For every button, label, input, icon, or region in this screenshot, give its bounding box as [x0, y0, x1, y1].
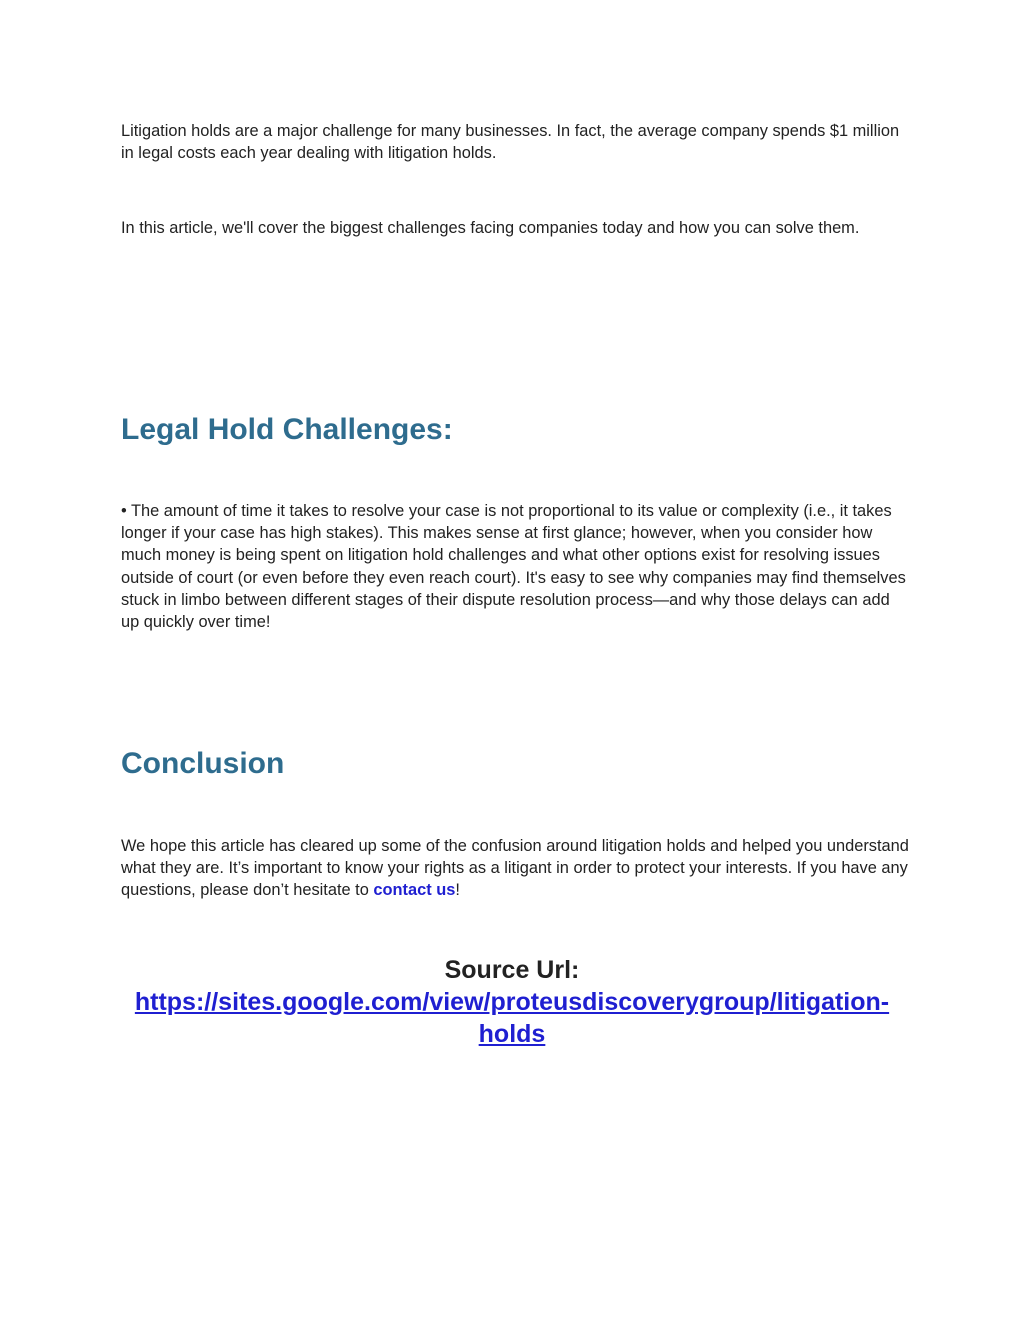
source-block [121, 954, 903, 1050]
source-url-link[interactable] [121, 986, 903, 1050]
source-url-line-2: holds [478, 1020, 546, 1048]
challenges-heading: Legal Hold Challenges: [121, 413, 453, 446]
conclusion-text-after-link: ! [455, 881, 460, 900]
intro-paragraph-1: Litigation holds are a major challenge for many businesses. In fact, the average company spends $1 million in legal costs each year dealing with litigation holds. [121, 122, 900, 163]
conclusion-paragraph [121, 835, 911, 902]
conclusion-text-before-link: We hope this article has cleared up some of the confusion around litigation holds and helped you understand what they are. It’s important to know your rights as a litigant in order to protect your interests. If you have any questions, please don’t hesitate to [121, 837, 909, 900]
source-label: Source Url: [444, 956, 580, 984]
intro-paragraph-2: In this article, we'll cover the biggest challenges facing companies today and how you can solve them. [121, 219, 860, 237]
conclusion-heading: Conclusion [121, 747, 285, 780]
contact-us-link[interactable]: contact us [373, 881, 456, 900]
challenges-bullet: • The amount of time it takes to resolve your case is not proportional to its value or complexity (i.e., it takes longer if your case has high stakes). This makes sense at first glance; however, when you consider how much money is being spent on litigation hold challenges and what other options exist for resolving issues outside of court (or even before they even reach court). It's easy to see why companies may find themselves stuck in limbo between different stages of their dispute resolution process—and why those delays can add up quickly over time! [121, 502, 906, 632]
source-url-line-1: https://sites.google.com/view/proteusdiscoverygroup/litigation- [134, 988, 890, 1016]
